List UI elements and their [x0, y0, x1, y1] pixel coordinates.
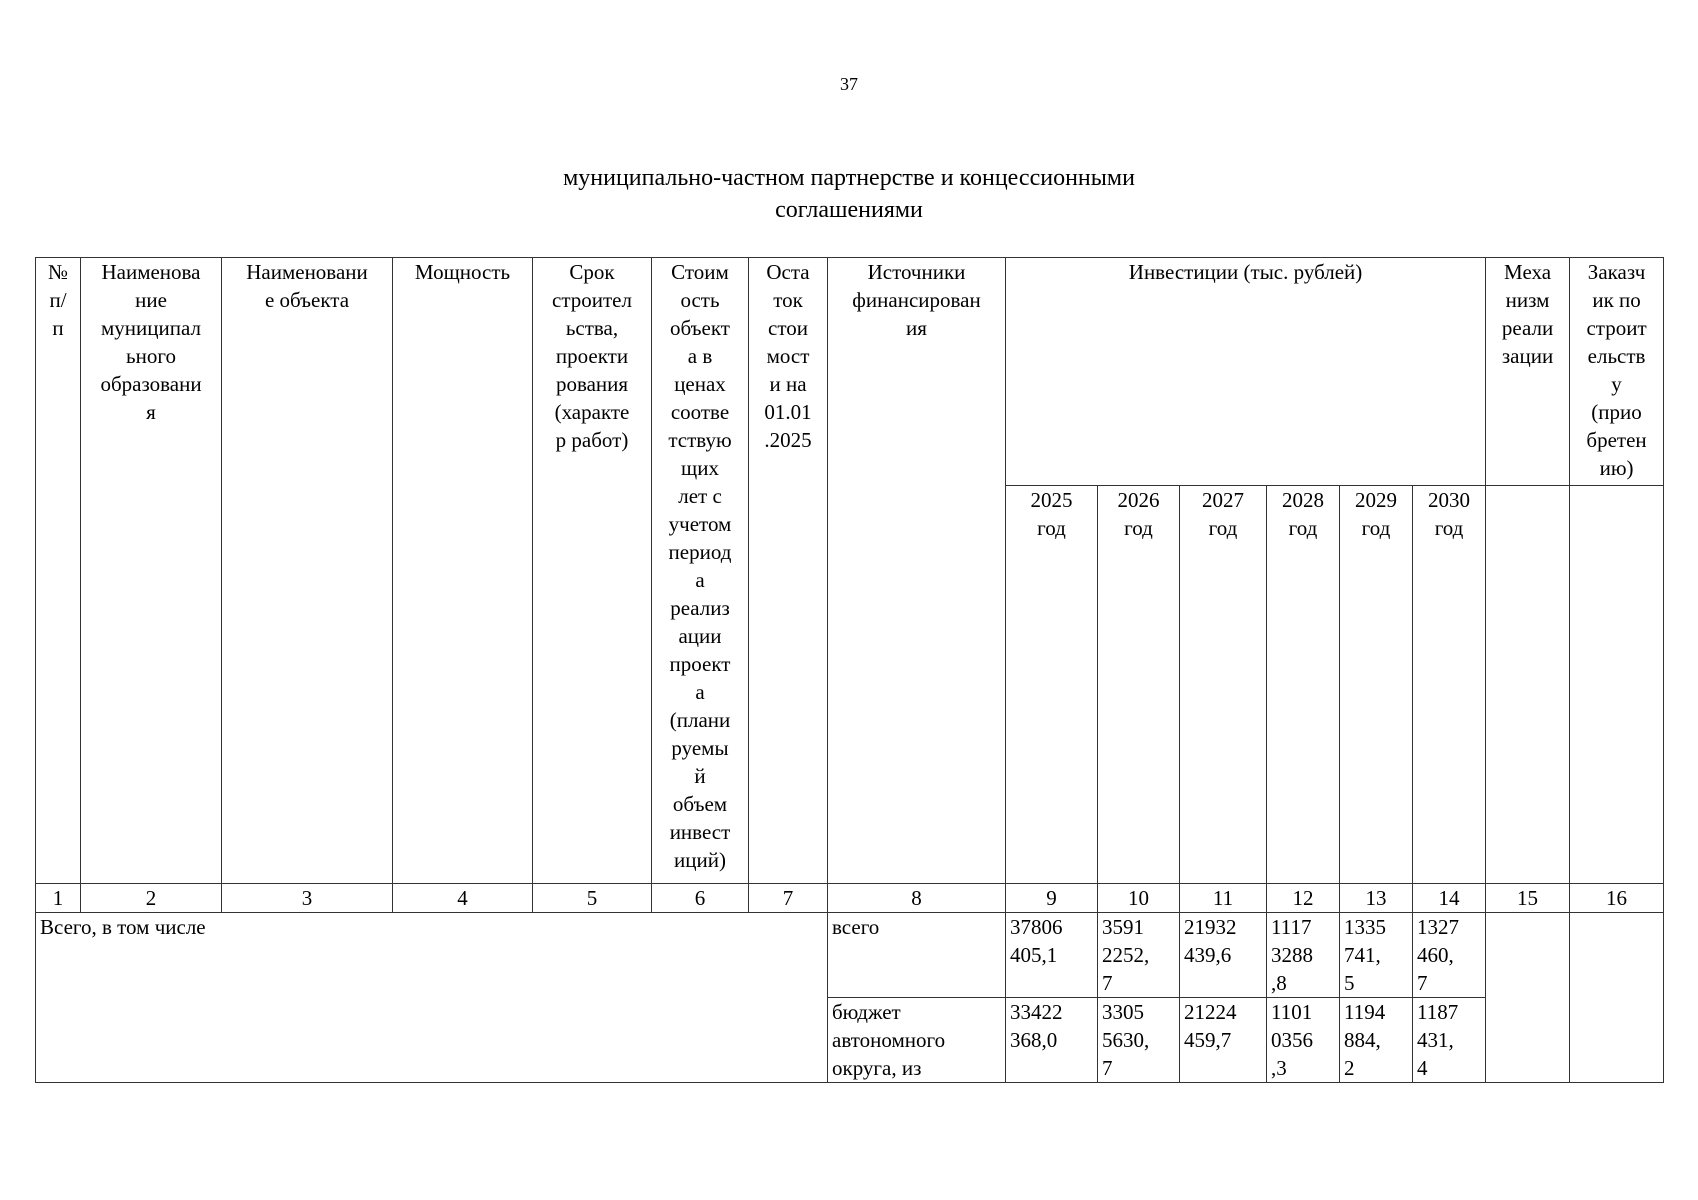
header-year-2029: 2029 год [1340, 486, 1413, 884]
header-object-name: Наименовани е объекта [222, 258, 393, 884]
value-cell: 33422 368,0 [1006, 998, 1098, 1083]
header-customer: Заказч ик по строит ельств у (прио бретен ию) [1570, 258, 1664, 486]
table-row [36, 913, 1664, 998]
column-number: 15 [1486, 884, 1570, 913]
header-year-2025: 2025 год [1006, 486, 1098, 884]
column-number: 1 [36, 884, 81, 913]
value-cell: 1187 431, 4 [1413, 998, 1486, 1083]
header-year-2030: 2030 год [1413, 486, 1486, 884]
value-cell: 1335 741, 5 [1340, 913, 1413, 998]
column-number: 12 [1267, 884, 1340, 913]
header-remaining-cost: Оста ток стои мост и на 01.01 .2025 [749, 258, 828, 884]
header-year-2026: 2026 год [1098, 486, 1180, 884]
column-number: 3 [222, 884, 393, 913]
column-number: 14 [1413, 884, 1486, 913]
value-cell: 3591 2252, 7 [1098, 913, 1180, 998]
column-number: 8 [828, 884, 1006, 913]
value-cell: 21224 459,7 [1180, 998, 1267, 1083]
funding-source: бюджет автономного округа, из [828, 998, 1006, 1083]
column-number: 9 [1006, 884, 1098, 913]
document-title [0, 162, 1698, 226]
header-year-2027: 2027 год [1180, 486, 1267, 884]
column-number: 13 [1340, 884, 1413, 913]
mechanism-cell [1486, 913, 1570, 1083]
value-cell: 1117 3288 ,8 [1267, 913, 1340, 998]
title-line-2: соглашениями [775, 197, 923, 223]
header-mechanism: Меха низм реали зации [1486, 258, 1570, 486]
column-number: 2 [81, 884, 222, 913]
column-number: 6 [652, 884, 749, 913]
title-line-1: муниципально-частном партнерстве и концессионными [563, 165, 1135, 191]
column-number: 5 [533, 884, 652, 913]
header-investments: Инвестиции (тыс. рублей) [1006, 258, 1486, 486]
total-label: Всего, в том числе [36, 913, 828, 1083]
header-capacity: Мощность [393, 258, 533, 884]
column-number: 10 [1098, 884, 1180, 913]
value-cell: 21932 439,6 [1180, 913, 1267, 998]
column-number: 11 [1180, 884, 1267, 913]
header-object-cost: Стоим ость объект а в ценах соотве тствую щих лет с учетом период а реализ ации проект а (плани руемы й объем инвест иций) [652, 258, 749, 884]
value-cell: 1194 884, 2 [1340, 998, 1413, 1083]
header-year-2028: 2028 год [1267, 486, 1340, 884]
header-funding-sources: Источники финансирован ия [828, 258, 1006, 884]
value-cell: 1101 0356 ,3 [1267, 998, 1340, 1083]
header-customer-empty [1570, 486, 1664, 884]
column-number: 4 [393, 884, 533, 913]
funding-source: всего [828, 913, 1006, 998]
column-number-row [36, 884, 1664, 913]
customer-cell [1570, 913, 1664, 1083]
header-construction-period: Срок строител ьства, проекти рования (характе р работ) [533, 258, 652, 884]
page-number: 37 [840, 74, 858, 94]
value-cell: 3305 5630, 7 [1098, 998, 1180, 1083]
value-cell: 37806 405,1 [1006, 913, 1098, 998]
header-municipality: Наименова ние муниципал ьного образовани я [81, 258, 222, 884]
header-row-number: № п/ п [36, 258, 81, 884]
header-row-1 [36, 258, 1664, 486]
investment-table [35, 257, 1664, 1083]
column-number: 16 [1570, 884, 1664, 913]
value-cell: 1327 460, 7 [1413, 913, 1486, 998]
header-mechanism-empty [1486, 486, 1570, 884]
column-number: 7 [749, 884, 828, 913]
